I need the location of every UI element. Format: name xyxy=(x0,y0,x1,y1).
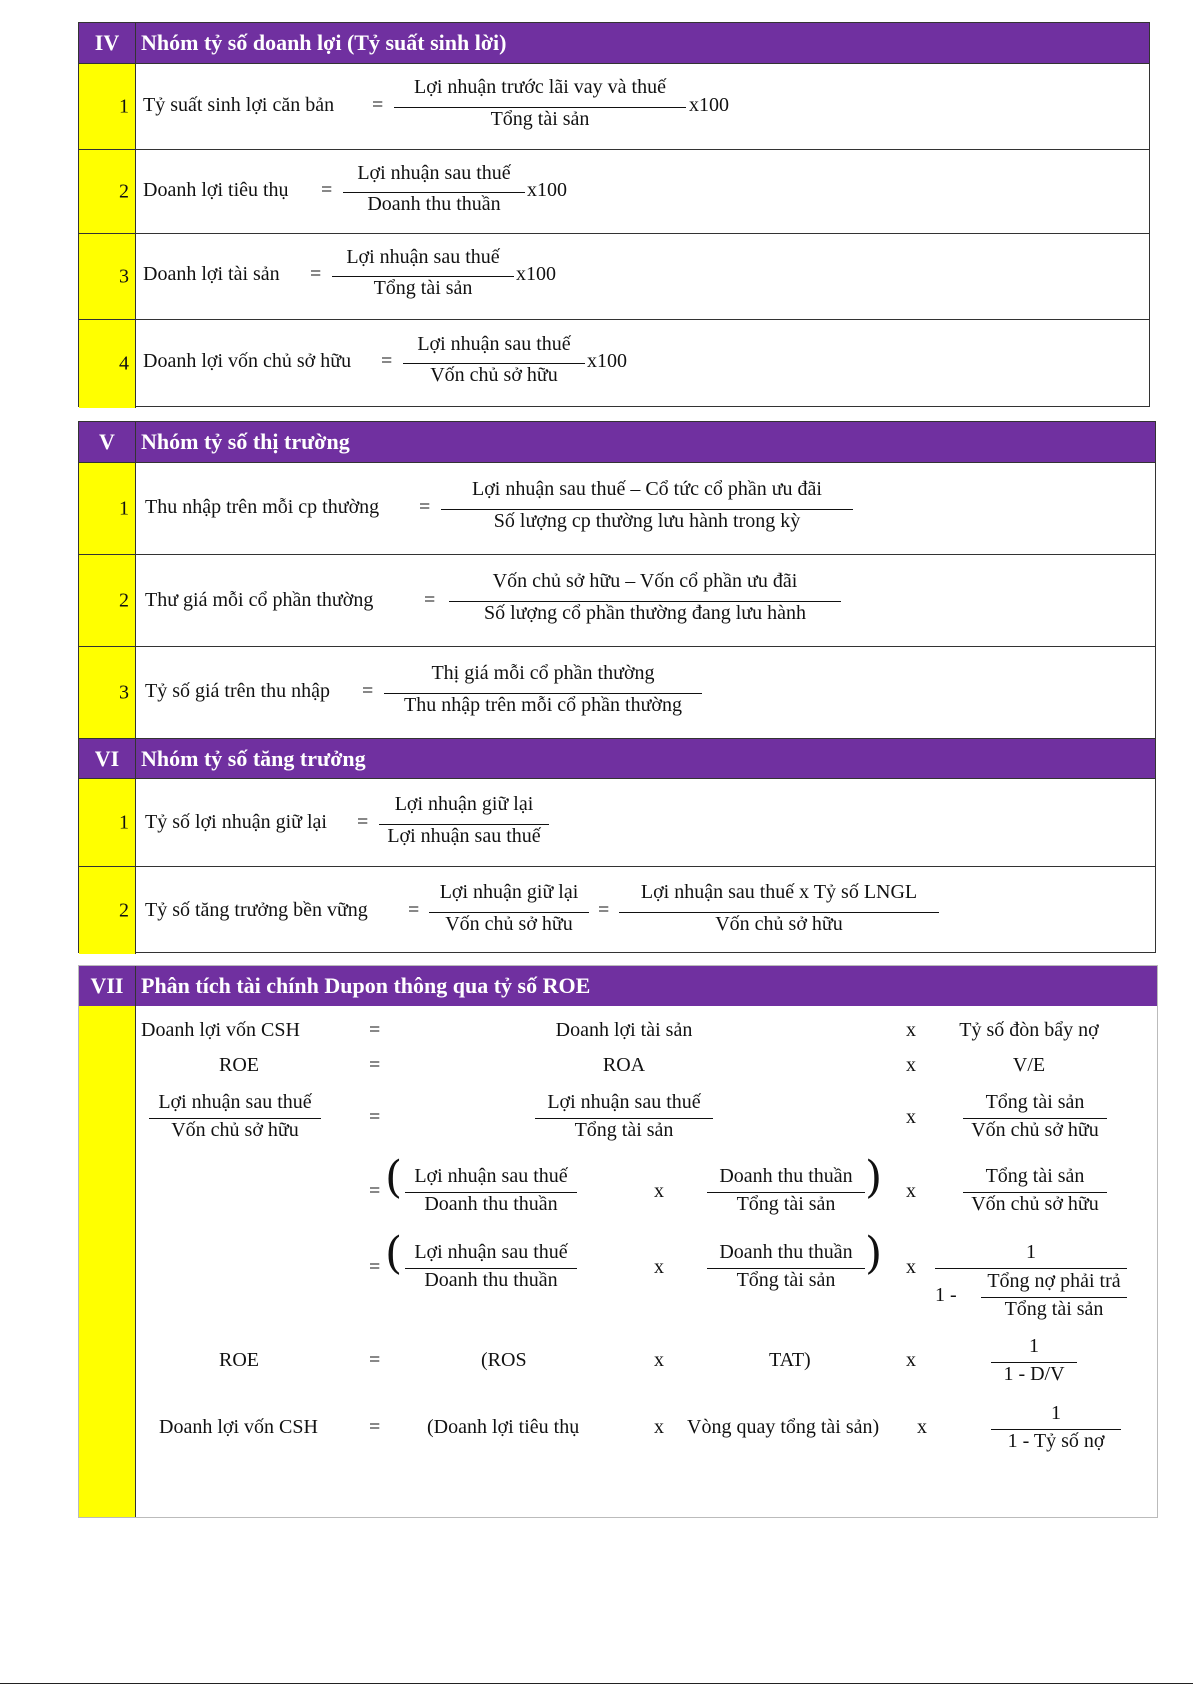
row-number: 2 xyxy=(119,589,129,612)
section-title: Nhóm tỷ số tăng trưởng xyxy=(141,746,366,771)
row-number: 1 xyxy=(119,95,129,118)
section-number: VII xyxy=(79,966,136,1006)
inner-denominator: Tổng tài sản xyxy=(1004,1298,1104,1320)
yellow-margin xyxy=(79,1006,136,1517)
numerator: Lợi nhuận sau thuế xyxy=(357,162,511,184)
equals-sign: = xyxy=(369,1349,381,1371)
section-title: Phân tích tài chính Dupon thông qua tỷ số ROE xyxy=(141,973,591,998)
ros-term: (Doanh lợi tiêu thụ xyxy=(427,1416,580,1438)
formula-label: Doanh lợi vốn chủ sở hữu xyxy=(143,350,352,372)
numerator: Doanh thu thuần xyxy=(719,1165,853,1187)
section-title: Nhóm tỷ số doanh lợi (Tỷ suất sinh lời) xyxy=(141,30,507,55)
denominator: Vốn chủ sở hữu xyxy=(971,1193,1099,1215)
denominator: Tổng tài sản xyxy=(736,1269,836,1291)
row-number: 4 xyxy=(119,352,129,375)
denominator: Số lượng cp thường lưu hành trong kỳ xyxy=(493,510,801,532)
equals-sign: = xyxy=(321,179,333,201)
dupont-term: Tỷ số đòn bẩy nợ xyxy=(959,1019,1099,1041)
roa-term: ROA xyxy=(602,1054,646,1076)
equals-sign: = xyxy=(419,496,431,518)
roe-label: ROE xyxy=(219,1349,259,1371)
multiplier: x100 xyxy=(689,94,729,116)
section-vii-header xyxy=(79,966,1157,1006)
page-bottom-rule xyxy=(0,1683,1193,1684)
ros-term: (ROS xyxy=(481,1349,527,1371)
section-vii xyxy=(78,965,1158,1518)
numerator: Lợi nhuận sau thuế xyxy=(547,1091,701,1113)
denominator: Doanh thu thuần xyxy=(424,1193,558,1215)
dupont-label: Doanh lợi vốn CSH xyxy=(159,1416,318,1438)
formula-row xyxy=(79,319,1149,408)
formula-row xyxy=(79,63,1149,150)
equals-sign: = xyxy=(369,1256,381,1278)
formula-row xyxy=(79,149,1149,234)
row-number: 1 xyxy=(119,497,129,520)
numerator: 1 xyxy=(1051,1402,1061,1424)
formula-row xyxy=(79,554,1155,647)
numerator: Lợi nhuận giữ lại xyxy=(439,881,579,903)
formula-row xyxy=(79,233,1149,320)
denominator: Vốn chủ sở hữu xyxy=(445,913,573,935)
equals-sign: = xyxy=(369,1180,381,1202)
fraction-bar xyxy=(935,1268,1127,1269)
denominator: Doanh thu thuần xyxy=(424,1269,558,1291)
numerator: Lợi nhuận sau thuế xyxy=(158,1091,312,1113)
numerator: Tổng tài sản xyxy=(985,1165,1085,1187)
multiplier: x100 xyxy=(587,350,627,372)
denominator: 1 - Tỷ số nợ xyxy=(1007,1430,1105,1452)
equals-sign: = xyxy=(310,263,322,285)
formula-label: Thư giá mỗi cổ phần thường xyxy=(145,589,374,611)
denominator: Tổng tài sản xyxy=(736,1193,836,1215)
numerator: 1 xyxy=(1026,1241,1036,1263)
times-sign: x xyxy=(654,1256,664,1278)
left-paren: ( xyxy=(385,1228,403,1279)
equals-sign: = xyxy=(369,1054,381,1076)
multiplier: x100 xyxy=(516,263,556,285)
multiplier: x100 xyxy=(527,179,567,201)
equals-sign: = xyxy=(424,589,436,611)
formula-label: Tỷ số lợi nhuận giữ lại xyxy=(145,811,327,833)
right-paren: ) xyxy=(865,1152,883,1203)
denominator: Vốn chủ sở hữu xyxy=(171,1119,299,1141)
numerator: Lợi nhuận trước lãi vay và thuế xyxy=(414,76,666,98)
formula-row xyxy=(79,866,1155,954)
formula-label: Thu nhập trên mỗi cp thường xyxy=(145,496,380,518)
tat-term: TAT) xyxy=(769,1349,811,1371)
times-sign: x xyxy=(654,1349,664,1371)
section-v-header xyxy=(79,422,1155,462)
right-paren: ) xyxy=(865,1228,883,1279)
denominator: Vốn chủ sở hữu xyxy=(971,1119,1099,1141)
denominator: Thu nhập trên mỗi cổ phần thường xyxy=(403,694,683,716)
numerator: Lợi nhuận sau thuế x Tỷ số LNGL xyxy=(640,881,918,903)
denominator: Lợi nhuận sau thuế xyxy=(387,825,541,847)
denominator: Vốn chủ sở hữu xyxy=(430,364,558,386)
row-number: 2 xyxy=(119,180,129,203)
formula-row xyxy=(79,462,1155,555)
numerator: Lợi nhuận sau thuế xyxy=(346,246,500,268)
equals-sign: = xyxy=(369,1416,381,1438)
numerator: Thị giá mỗi cổ phần thường xyxy=(431,662,655,684)
ve-term: V/E xyxy=(1012,1054,1046,1076)
dupont-term: Doanh lợi tài sản xyxy=(555,1019,693,1041)
numerator: Lợi nhuận sau thuế – Cổ tức cổ phần ưu đãi xyxy=(472,478,822,500)
one-minus: 1 - xyxy=(935,1284,957,1306)
numerator: Lợi nhuận sau thuế xyxy=(414,1165,568,1187)
formula-label: Tỷ suất sinh lợi căn bản xyxy=(143,94,335,116)
dupont-label: Doanh lợi vốn CSH xyxy=(141,1019,300,1041)
numerator: Doanh thu thuần xyxy=(719,1241,853,1263)
row-number: 3 xyxy=(119,265,129,288)
equals-sign: = xyxy=(369,1106,381,1128)
times-sign: x xyxy=(906,1054,916,1076)
inner-numerator: Tổng nợ phải trả xyxy=(987,1270,1121,1292)
formula-label: Tỷ số tăng trưởng bền vững xyxy=(145,899,368,921)
denominator: Số lượng cổ phần thường đang lưu hành xyxy=(484,602,806,624)
times-sign: x xyxy=(906,1019,916,1041)
denominator: Doanh thu thuần xyxy=(367,193,501,215)
formula-label: Doanh lợi tiêu thụ xyxy=(143,179,289,201)
denominator: Tổng tài sản xyxy=(490,108,590,130)
equals-sign: = xyxy=(372,94,384,116)
times-sign: x xyxy=(906,1256,916,1278)
times-sign: x xyxy=(917,1416,927,1438)
times-sign: x xyxy=(906,1106,916,1128)
formula-row xyxy=(79,646,1155,739)
section-number: IV xyxy=(79,23,136,63)
section-number: VI xyxy=(79,739,136,779)
row-number: 1 xyxy=(119,811,129,834)
formula-row xyxy=(79,778,1155,867)
equals-sign: = xyxy=(598,899,610,921)
row-number: 2 xyxy=(119,899,129,921)
equals-sign: = xyxy=(408,899,420,921)
times-sign: x xyxy=(906,1180,916,1202)
formula-label: Tỷ số giá trên thu nhập xyxy=(145,680,330,702)
numerator: Lợi nhuận sau thuế xyxy=(417,333,571,355)
times-sign: x xyxy=(654,1416,664,1438)
section-iv-header xyxy=(79,23,1149,63)
equals-sign: = xyxy=(357,811,369,833)
section-title: Nhóm tỷ số thị trường xyxy=(141,429,350,454)
roe-label: ROE xyxy=(219,1054,259,1076)
denominator: Tổng tài sản xyxy=(574,1119,674,1141)
equals-sign: = xyxy=(381,350,393,372)
numerator: Tổng tài sản xyxy=(985,1091,1085,1113)
left-paren: ( xyxy=(385,1152,403,1203)
row-number: 3 xyxy=(119,681,129,704)
formula-label: Doanh lợi tài sản xyxy=(143,263,280,285)
times-sign: x xyxy=(654,1180,664,1202)
denominator: Vốn chủ sở hữu xyxy=(715,913,843,935)
numerator: Vốn chủ sở hữu – Vốn cổ phần ưu đãi xyxy=(492,570,798,592)
equals-sign: = xyxy=(369,1019,381,1041)
section-vi-header xyxy=(79,738,1155,779)
denominator: Tổng tài sản xyxy=(373,277,473,299)
numerator: Lợi nhuận sau thuế xyxy=(414,1241,568,1263)
section-iv xyxy=(78,22,1150,407)
numerator: 1 xyxy=(1029,1335,1039,1357)
denominator: 1 - D/V xyxy=(1003,1363,1065,1385)
equals-sign: = xyxy=(362,680,374,702)
times-sign: x xyxy=(906,1349,916,1371)
section-number: V xyxy=(79,422,136,462)
tat-term: Vòng quay tổng tài sản) xyxy=(687,1416,880,1438)
section-v-vi xyxy=(78,421,1156,953)
numerator: Lợi nhuận giữ lại xyxy=(394,793,534,815)
